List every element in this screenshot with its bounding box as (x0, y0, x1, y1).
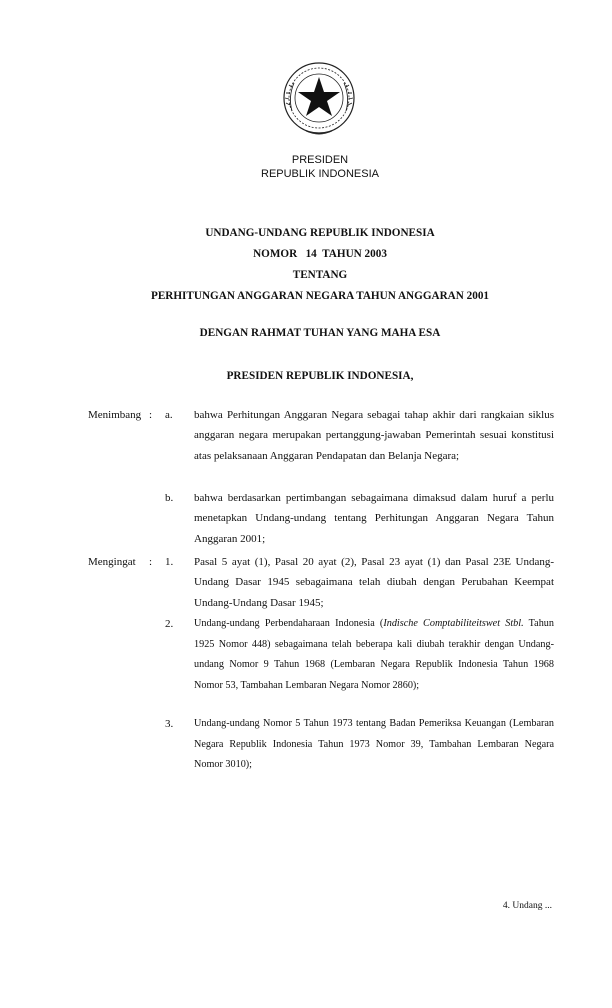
garuda-star-emblem-icon (278, 61, 360, 139)
title-line-subject: PERHITUNGAN ANGGARAN NEGARA TAHUN ANGGARAN 2001 (150, 290, 490, 302)
issuer-line-president: PRESIDEN (291, 154, 349, 166)
menimbang-item-b-text: bahwa berdasarkan pertimbangan sebagaimana dimaksud dalam huruf a perlu menetapkan Undang-undang tentang Perhitungan Anggaran Negara Tahun Anggaran 2001; (194, 492, 554, 545)
president-heading: PRESIDEN REPUBLIK INDONESIA, (226, 370, 414, 382)
mengingat-item-1-text: Pasal 5 ayat (1), Pasal 20 ayat (2), Pasal 23 ayat (1) dan Pasal 23E Undang-Undang Dasar 1945 sebagaimana telah diubah dengan Perubahan Keempat Undang-Undang Dasar 1945; (194, 556, 554, 609)
menimbang-item-a-text: bahwa Perhitungan Anggaran Negara sebagai tahap akhir dari rangkaian siklus anggaran negara merupakan pertanggung-jawaban Pemerintah sesuai konstitusi atas pelaksanaan Anggaran Pendapatan dan Belanja Negara; (194, 409, 554, 462)
mengingat-item-2-italic: Indische Comptabiliteitswet Stbl. (383, 618, 524, 629)
title-line-law: UNDANG-UNDANG REPUBLIK INDONESIA (205, 227, 435, 239)
title-line-number: NOMOR 14 TAHUN 2003 (253, 248, 387, 260)
menimbang-item-a-marker: a. (165, 409, 173, 421)
by-grace-heading: DENGAN RAHMAT TUHAN YANG MAHA ESA (199, 327, 441, 339)
title-line-about: TENTANG (292, 269, 348, 281)
mengingat-item-1-marker: 1. (165, 556, 174, 568)
menimbang-item-b-marker: b. (165, 492, 174, 504)
menimbang-colon: : (149, 409, 153, 421)
mengingat-item-2-marker: 2. (165, 618, 174, 630)
mengingat-item-3-text: Undang-undang Nomor 5 Tahun 1973 tentang Badan Pemeriksa Keuangan (Lembaran Negara Republik Indonesia Tahun 1973 Nomor 39, Tambahan Lembaran Negara Nomor 3010); (194, 718, 554, 771)
mengingat-item-2-text (194, 614, 554, 696)
issuer-line-republic: REPUBLIK INDONESIA (261, 168, 379, 180)
mengingat-item-2-text-end: Tahun 1925 Nomor 448) sebagaimana telah beberapa kali diubah terakhir dengan Undang-undang Nomor 9 Tahun 1968 (Lembaran Negara Republik Indonesia Tahun 1968 Nomor 53, Tambahan Lembaran Negara Nomor 2860); (194, 618, 554, 691)
mengingat-label: Mengingat (88, 556, 136, 568)
page-continuation-note: 4. Undang ... (502, 901, 552, 911)
menimbang-label: Menimbang (88, 409, 142, 421)
mengingat-colon: : (149, 556, 153, 568)
law-title (0, 223, 612, 307)
mengingat-item-2-text-start: Undang-undang Perbendaharaan Indonesia ( (194, 618, 384, 629)
mengingat-item-3-marker: 3. (165, 718, 174, 730)
issuer-heading (0, 153, 612, 181)
